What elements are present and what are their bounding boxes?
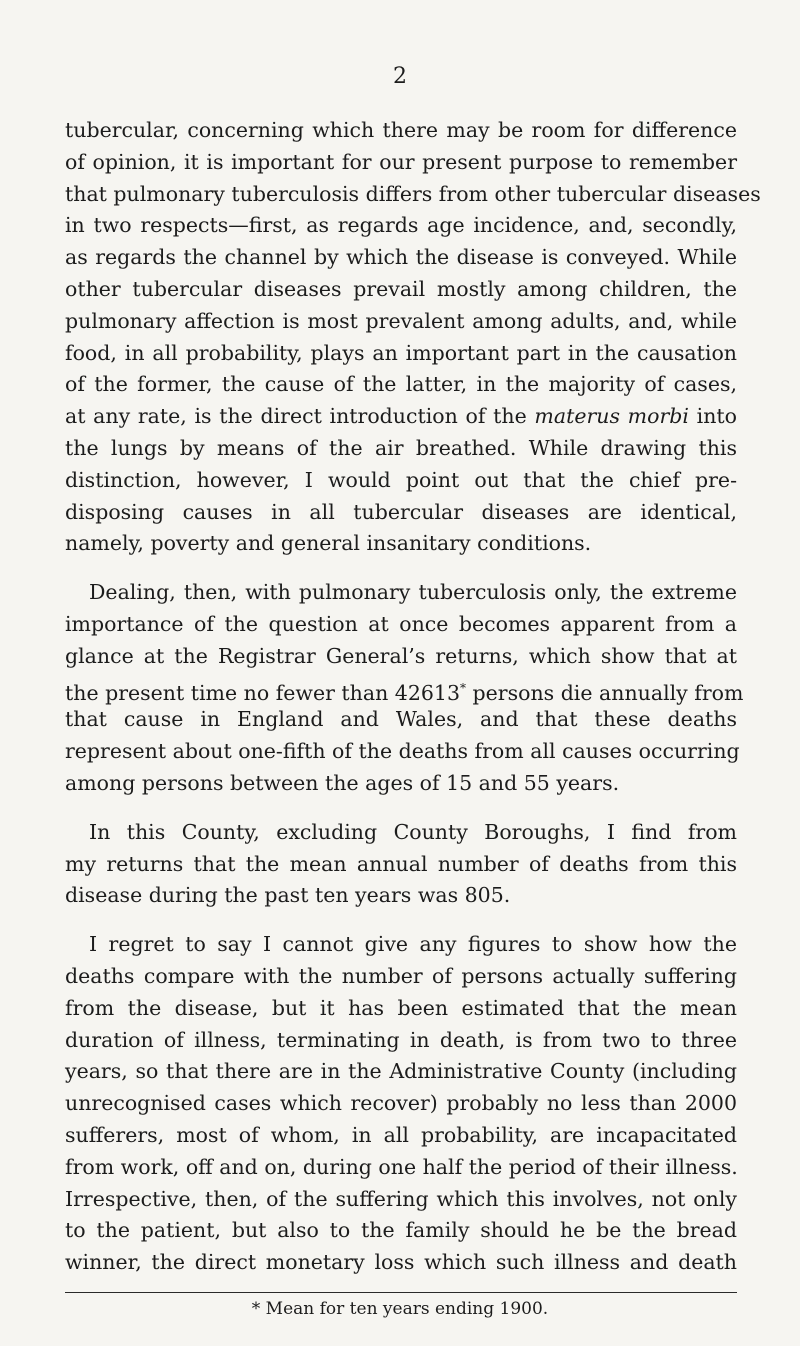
text-line: that pulmonary tuberculosis differs from other tubercular diseases	[65, 181, 761, 206]
text-line: the lungs by means of the air breathed. While drawing this	[65, 435, 737, 460]
text-line	[65, 673, 744, 705]
text-line: years, so that there are in the Administrative County (including	[65, 1059, 737, 1084]
paragraph-4	[65, 929, 737, 1279]
text-line: of opinion, it is important for our present purpose to remember	[65, 149, 737, 174]
italic-phrase: materus morbi	[534, 404, 689, 429]
body-text	[65, 115, 761, 1279]
text-line: disease during the past ten years was 805.	[65, 883, 511, 908]
text-line: importance of the question at once becomes apparent from a	[65, 611, 737, 636]
page-number: 2	[393, 64, 407, 89]
text-segment: at any rate, is the direct introduction of the	[65, 404, 527, 429]
text-line: distinction, however, I would point out that the chief pre-	[65, 467, 737, 492]
paragraph-1	[65, 115, 761, 560]
text-line: from the disease, but it has been estimated that the mean	[65, 995, 737, 1020]
text-line: Dealing, then, with pulmonary tuberculosis only, the extreme	[89, 580, 737, 605]
footnote-divider	[65, 1292, 737, 1293]
text-line: of the former, the cause of the latter, in the majority of cases,	[65, 372, 737, 397]
text-line: among persons between the ages of 15 and 55 years.	[65, 770, 620, 795]
footnote-marker: *	[460, 680, 467, 695]
text-segment: the present time no fewer than 42613	[65, 680, 461, 705]
paragraph-3	[65, 817, 737, 912]
text-line: food, in all probability, plays an important part in the causation	[65, 340, 737, 365]
text-line: that cause in England and Wales, and that these deaths	[65, 707, 737, 732]
text-line: glance at the Registrar General’s returns, which show that at	[65, 643, 737, 668]
text-line: tubercular, concerning which there may be room for difference	[65, 118, 737, 142]
text-line: to the patient, but also to the family should he be the bread	[65, 1218, 737, 1243]
text-segment: persons die annually from	[466, 680, 744, 705]
footnote: * Mean for ten years ending 1900.	[251, 1299, 549, 1319]
text-line: from work, off and on, during one half the period of their illness.	[65, 1154, 738, 1179]
text-line: duration of illness, terminating in death, is from two to three	[65, 1027, 737, 1052]
text-line: in two respects—first, as regards age incidence, and, secondly,	[65, 213, 737, 238]
text-line: In this County, excluding County Boroughs, I find from	[89, 819, 737, 844]
text-line	[65, 401, 737, 433]
text-line: Irrespective, then, of the suffering which this involves, not only	[65, 1186, 737, 1211]
text-line: pulmonary affection is most prevalent among adults, and, while	[65, 308, 737, 333]
text-line: sufferers, most of whom, in all probability, are incapacitated	[65, 1122, 737, 1147]
text-line: namely, poverty and general insanitary conditions.	[65, 531, 592, 556]
text-line: as regards the channel by which the disease is conveyed. While	[65, 245, 737, 270]
text-line: other tubercular diseases prevail mostly among children, the	[65, 276, 737, 301]
text-segment: into	[688, 404, 737, 429]
text-line: my returns that the mean annual number of deaths from this	[65, 851, 737, 876]
paragraph-2	[65, 577, 744, 800]
text-line: unrecognised cases which recover) probably no less than 2000	[65, 1091, 737, 1116]
text-line: winner, the direct monetary loss which such illness and death	[65, 1250, 737, 1275]
text-line: disposing causes in all tubercular diseases are identical,	[65, 499, 737, 524]
text-line: I regret to say I cannot give any figures to show how the	[89, 932, 737, 957]
text-line: represent about one-fifth of the deaths from all causes occurring	[65, 739, 740, 764]
text-line: deaths compare with the number of persons actually suffering	[65, 963, 737, 988]
